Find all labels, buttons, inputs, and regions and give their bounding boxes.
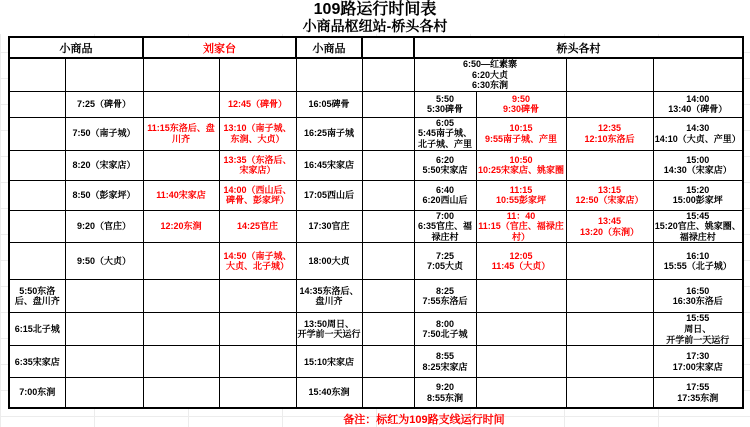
table-cell: 5:50东洛后、盘川齐 bbox=[9, 280, 65, 313]
table-cell bbox=[566, 313, 653, 346]
table-cell bbox=[362, 91, 414, 117]
table-cell: 9:50（大贞） bbox=[65, 243, 143, 280]
timetable-body bbox=[9, 58, 743, 408]
table-cell bbox=[362, 313, 414, 346]
table-cell: 6:20 5:50宋家店 bbox=[414, 150, 476, 180]
table-row bbox=[9, 210, 743, 243]
table-cell: 15:00 14:30（宋家店） bbox=[653, 150, 743, 180]
table-cell: 16:45宋家店 bbox=[296, 150, 362, 180]
table-cell: 16:05碑骨 bbox=[296, 91, 362, 117]
table-cell: 15:55 周日、 开学前一天运行 bbox=[653, 313, 743, 346]
table-cell bbox=[65, 378, 143, 408]
table-cell: 13:15 12:50（宋家店） bbox=[566, 180, 653, 210]
table-row bbox=[9, 117, 743, 150]
table-cell bbox=[9, 117, 65, 150]
table-cell: 11:15东洛后、盘川齐 bbox=[143, 117, 219, 150]
titlebar bbox=[0, 0, 750, 34]
table-cell bbox=[566, 346, 653, 378]
table-cell: 9:50 9:30碑骨 bbox=[476, 91, 566, 117]
table-row bbox=[9, 313, 743, 346]
table-cell: 12:20东涧 bbox=[143, 210, 219, 243]
table-cell bbox=[9, 243, 65, 280]
table-cell: 9:20 8:55东涧 bbox=[414, 378, 476, 408]
table-cell: 8:00 7:50北子城 bbox=[414, 313, 476, 346]
table-row bbox=[9, 280, 743, 313]
table-row bbox=[9, 91, 743, 117]
footnote: 备注：标红为109路支线运行时间 bbox=[343, 413, 505, 426]
table-cell: 15:45 15:20官庄、姚家圈、福禄庄村 bbox=[653, 210, 743, 243]
table-cell: 15:40东涧 bbox=[296, 378, 362, 408]
table-cell: 15:10宋家店 bbox=[296, 346, 362, 378]
table-row bbox=[9, 58, 743, 91]
page-title: 109路运行时间表 bbox=[313, 1, 437, 18]
table-cell bbox=[143, 91, 219, 117]
table-cell bbox=[476, 346, 566, 378]
header-row bbox=[9, 37, 743, 58]
table-cell: 13:35（东洛后、宋家店） bbox=[219, 150, 296, 180]
table-cell bbox=[219, 313, 296, 346]
column-header: 小商品 bbox=[296, 37, 362, 58]
table-cell: 7:50（南子城） bbox=[65, 117, 143, 150]
table-cell: 7:00 6:35官庄、福禄庄村 bbox=[414, 210, 476, 243]
table-cell: 8:55 8:25宋家店 bbox=[414, 346, 476, 378]
table-cell: 18:00大贞 bbox=[296, 243, 362, 280]
table-cell: 12:35 12:10东洛后 bbox=[566, 117, 653, 150]
table-cell bbox=[143, 313, 219, 346]
table-cell: 14:30 14:10（大贞、产里） bbox=[653, 117, 743, 150]
table-cell bbox=[9, 210, 65, 243]
table-cell: 11:40宋家店 bbox=[143, 180, 219, 210]
table-cell bbox=[476, 313, 566, 346]
table-cell bbox=[566, 150, 653, 180]
table-cell bbox=[65, 313, 143, 346]
table-cell bbox=[566, 280, 653, 313]
table-cell: 17:55 17:35东涧 bbox=[653, 378, 743, 408]
table-cell bbox=[362, 378, 414, 408]
column-header: 刘家台 bbox=[143, 37, 296, 58]
table-cell: 11：40 11:15（官庄、福禄庄村） bbox=[476, 210, 566, 243]
table-cell bbox=[362, 150, 414, 180]
table-cell bbox=[9, 91, 65, 117]
table-cell bbox=[566, 58, 653, 91]
table-cell bbox=[219, 378, 296, 408]
table-cell bbox=[566, 378, 653, 408]
table-cell: 16:25南子城 bbox=[296, 117, 362, 150]
table-cell: 6:05 5:45南子城、北子城、产里 bbox=[414, 117, 476, 150]
table-cell: 10:50 10:25宋家店、姚家圈 bbox=[476, 150, 566, 180]
table-cell: 8:20（宋家店） bbox=[65, 150, 143, 180]
table-cell: 6:35宋家店 bbox=[9, 346, 65, 378]
table-cell bbox=[362, 58, 414, 91]
table-cell bbox=[9, 58, 65, 91]
table-cell: 14:25官庄 bbox=[219, 210, 296, 243]
table-cell bbox=[143, 150, 219, 180]
table-row bbox=[9, 378, 743, 408]
table-cell: 14:50（南子城、大贞、北子城） bbox=[219, 243, 296, 280]
column-header: 桥头各村 bbox=[414, 37, 743, 58]
table-cell bbox=[362, 210, 414, 243]
table-cell: 8:25 7:55东洛后 bbox=[414, 280, 476, 313]
table-cell: 16:10 15:55（北子城） bbox=[653, 243, 743, 280]
table-cell: 13:10（南子城、东涧、大贞） bbox=[219, 117, 296, 150]
table-cell bbox=[566, 243, 653, 280]
table-cell bbox=[143, 58, 219, 91]
table-cell bbox=[9, 180, 65, 210]
table-cell bbox=[362, 346, 414, 378]
table-row bbox=[9, 243, 743, 280]
table-cell: 13:45 13:20（东涧） bbox=[566, 210, 653, 243]
table-cell bbox=[219, 58, 296, 91]
table-cell bbox=[362, 280, 414, 313]
table-cell bbox=[653, 58, 743, 91]
table-cell: 11:15 10:55彭家坪 bbox=[476, 180, 566, 210]
table-cell: 17:30 17:00宋家店 bbox=[653, 346, 743, 378]
table-cell: 6:40 6:20西山后 bbox=[414, 180, 476, 210]
table-cell bbox=[219, 280, 296, 313]
table-cell bbox=[143, 280, 219, 313]
table-cell: 13:50周日、 开学前一天运行 bbox=[296, 313, 362, 346]
table-cell bbox=[296, 58, 362, 91]
table-cell: 7:00东涧 bbox=[9, 378, 65, 408]
table-cell: 6:50—红素寨 6:20大贞 6:30东涧 bbox=[414, 58, 566, 91]
table-cell: 10:15 9:55南子城、产里 bbox=[476, 117, 566, 150]
table-cell: 6:15北子城 bbox=[9, 313, 65, 346]
table-cell: 17:05西山后 bbox=[296, 180, 362, 210]
column-header: 小商品 bbox=[9, 37, 143, 58]
table-cell: 14:35东洛后、盘川齐 bbox=[296, 280, 362, 313]
table-cell bbox=[476, 280, 566, 313]
table-cell bbox=[566, 91, 653, 117]
table-row bbox=[9, 180, 743, 210]
table-cell bbox=[219, 346, 296, 378]
table-cell bbox=[143, 346, 219, 378]
table-cell bbox=[9, 150, 65, 180]
table-cell bbox=[476, 378, 566, 408]
table-cell: 14:00 13:40（碑骨） bbox=[653, 91, 743, 117]
table-cell: 7:25 7:05大贞 bbox=[414, 243, 476, 280]
table-row bbox=[9, 346, 743, 378]
table-cell: 8:50（彭家坪） bbox=[65, 180, 143, 210]
table-cell bbox=[143, 378, 219, 408]
bus-timetable bbox=[8, 36, 744, 409]
table-cell: 12:45（碑骨） bbox=[219, 91, 296, 117]
table-cell: 17:30官庄 bbox=[296, 210, 362, 243]
table-cell bbox=[65, 280, 143, 313]
table-cell: 15:20 15:00彭家坪 bbox=[653, 180, 743, 210]
column-header bbox=[362, 37, 414, 58]
table-cell bbox=[65, 346, 143, 378]
table-cell bbox=[65, 58, 143, 91]
table-cell: 16:50 16:30东洛后 bbox=[653, 280, 743, 313]
table-row bbox=[9, 150, 743, 180]
table-cell bbox=[362, 117, 414, 150]
table-cell bbox=[362, 180, 414, 210]
table-cell: 14:00（西山后、碑骨、彭家坪） bbox=[219, 180, 296, 210]
page-subtitle: 小商品枢纽站-桥头各村 bbox=[302, 18, 448, 34]
table-cell: 5:50 5:30碑骨 bbox=[414, 91, 476, 117]
table-cell: 12:05 11:45（大贞） bbox=[476, 243, 566, 280]
table-cell: 7:25（碑骨） bbox=[65, 91, 143, 117]
table-cell: 9:20（官庄） bbox=[65, 210, 143, 243]
table-cell bbox=[143, 243, 219, 280]
table-cell bbox=[362, 243, 414, 280]
